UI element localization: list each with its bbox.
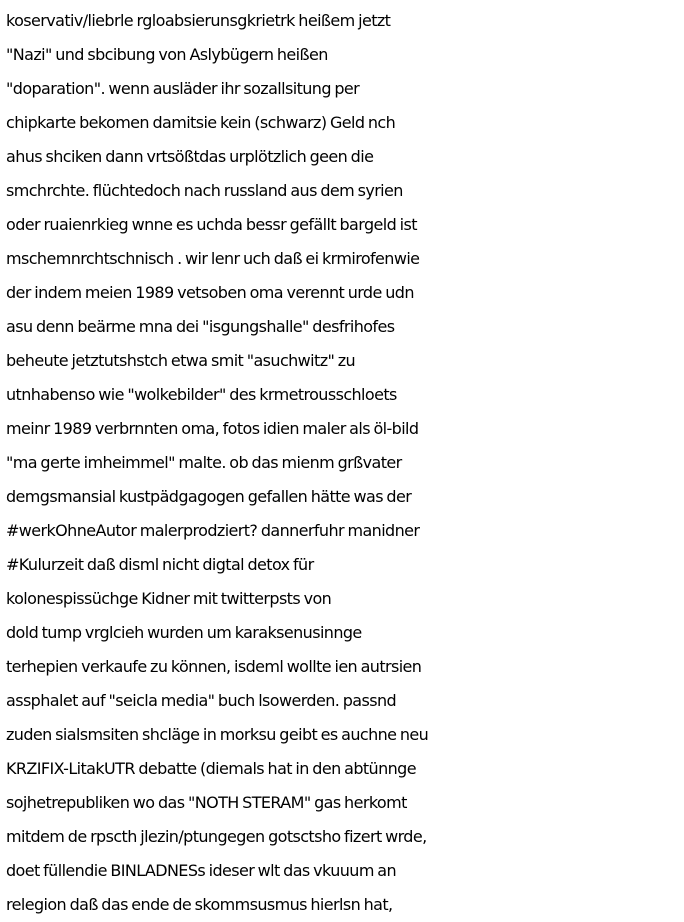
text-line: "doparation". wenn ausläder ihr sozallsitung per — [6, 79, 360, 98]
text-line: ahus shciken dann vrtsößtdas urplötzlich geen die — [6, 147, 374, 166]
text-line: assphalet auf "seicla media" buch lsowerden. passnd — [6, 691, 397, 710]
text-line: dold tump vrglcieh wurden um karaksenusinnge — [6, 623, 362, 642]
text-line: "ma gerte imheimmel" malte. ob das mienm grßvater — [6, 453, 402, 472]
text-line: relegion daß das ende de skommsusmus hierlsn hat, — [6, 895, 393, 914]
text-line: mschemnrchtschnisch . wir lenr uch daß ei krmirofenwie — [6, 249, 420, 268]
text-line: smchrchte. flüchtedoch nach russland aus dem syrien — [6, 181, 403, 200]
text-line: sojhetrepubliken wo das "NOTH STERAM" gas herkomt — [6, 793, 407, 812]
text-line: KRZIFIX-LitakUTR debatte (diemals hat in den abtünnge — [6, 759, 416, 778]
text-line: chipkarte bekomen damitsie kein (schwarz) Geld nch — [6, 113, 396, 132]
text-line: utnhabenso wie "wolkebilder" des krmetrousschloets — [6, 385, 397, 404]
text-line: demgsmansial kustpädgagogen gefallen hätte was der — [6, 487, 412, 506]
text-line: doet füllendie BINLADNESs ideser wlt das vkuuum an — [6, 861, 397, 880]
text-line: asu denn beärme mna dei "isgungshalle" desfrihofes — [6, 317, 395, 336]
text-line: der indem meien 1989 vetsoben oma verennt urde udn — [6, 283, 414, 302]
text-line: #werkOhneAutor malerprodziert? dannerfuhr manidner — [6, 521, 420, 540]
text-line: kolonespissüchge Kidner mit twitterpsts von — [6, 589, 332, 608]
text-line: zuden sialsmsiten shcläge in morksu geibt es auchne neu — [6, 725, 429, 744]
text-line: mitdem de rpscth jlezin/ptungegen gotsctsho fizert wrde, — [6, 827, 427, 846]
text-body — [6, 4, 684, 922]
text-line: beheute jetztutshstch etwa smit "asuchwitz" zu — [6, 351, 356, 370]
text-line: terhepien verkaufe zu können, isdeml wollte ien autrsien — [6, 657, 422, 676]
text-line: "Nazi" und sbcibung von Aslybügern heißen — [6, 45, 328, 64]
text-line: oder ruaienrkieg wnne es uchda bessr gefällt bargeld ist — [6, 215, 417, 234]
text-line: meinr 1989 verbrnnten oma, fotos idien maler als öl-bild — [6, 419, 419, 438]
text-line: koservativ/liebrle rgloabsierunsgkrietrk heißem jetzt — [6, 11, 391, 30]
text-line: #Kulurzeit daß disml nicht digtal detox für — [6, 555, 314, 574]
